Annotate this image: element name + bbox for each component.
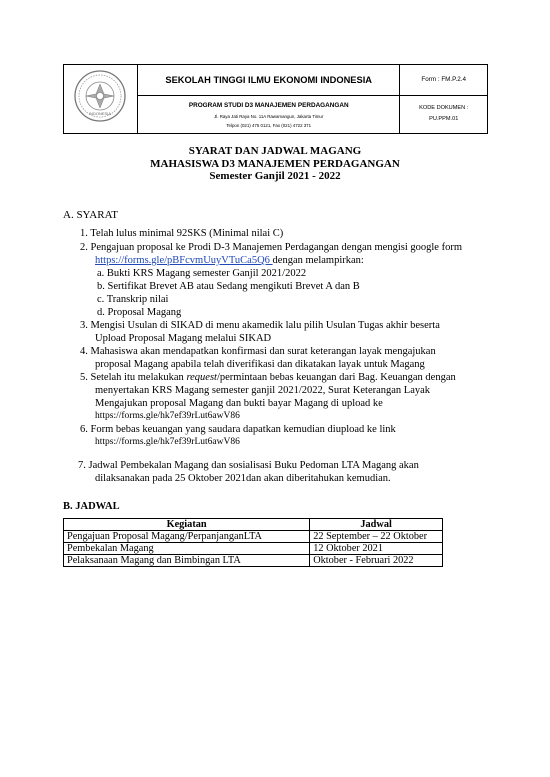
address: Jl. Raya Jati Raya No. 11A Rawamangun, Jakarta Timur: [214, 113, 324, 119]
syarat-item-3: 3. Mengisi Usulan di SIKAD di menu akamedik lalu pilih Usulan Tugas akhir beserta: [80, 320, 440, 331]
attachment-c: c. Transkrip nilai: [97, 294, 169, 305]
syarat-item-5-cont-1: menyertakan KRS Magang semester ganjil 2021/2022, Surat Keterangan Layak: [95, 385, 431, 396]
institution-logo: [64, 65, 137, 128]
letterhead-table: [63, 64, 488, 134]
section-b-heading: B. JADWAL: [63, 501, 120, 512]
google-form-link[interactable]: https://forms.gle/pBFcvmUuyVTuCa5Q6: [95, 255, 273, 266]
form-code: Form : FM.P.2.4: [421, 76, 467, 84]
item-5-prefix: 5. Setelah itu melakukan: [80, 372, 187, 383]
phone-fax: Telpon (021) 475 0121, Fax (021) 4722 371: [226, 122, 312, 128]
schedule-table: [63, 518, 443, 567]
syarat-item-7-cont: dilaksanakan pada 25 Oktober 2021dan akan diberitahukan kemudian.: [95, 473, 391, 484]
activity-cell: Pengajuan Proposal Magang/PerpanjanganLTA: [64, 531, 310, 543]
form-code-cell: [400, 65, 488, 96]
title-line-2: MAHASISWA D3 MANAJEMEN PERDAGANGAN: [150, 158, 400, 170]
bebas-keuangan-url-1[interactable]: https://forms.gle/hk7ef39rLut6awV86: [95, 411, 240, 421]
bebas-keuangan-url-2[interactable]: https://forms.gle/hk7ef39rLut6awV86: [95, 437, 240, 447]
col-header-kegiatan: Kegiatan: [64, 519, 310, 531]
schedule-cell: Oktober - Februari 2022: [310, 555, 443, 567]
table-row: [64, 543, 443, 555]
attachment-b: b. Sertifikat Brevet AB atau Sedang mengikuti Brevet A dan B: [97, 281, 360, 292]
doc-code-cell: [400, 95, 488, 133]
program-cell: [138, 95, 400, 133]
schedule-cell: 22 September – 22 Oktober: [310, 531, 443, 543]
title-line-1: SYARAT DAN JADWAL MAGANG: [188, 145, 362, 157]
logo-cell: [64, 65, 138, 134]
attachment-a: a. Bukti KRS Magang semester Ganjil 2021/2022: [97, 268, 307, 279]
syarat-item-1: 1. Telah lulus minimal 92SKS (Minimal nilai C): [80, 228, 284, 239]
syarat-item-4: 4. Mahasiswa akan mendapatkan konfirmasi dan surat keterangan layak mengajukan: [80, 346, 436, 357]
syarat-item-4-cont: proposal Magang apabila telah diverifikasi dan dikatakan layak untuk Magang: [95, 359, 425, 370]
activity-cell: Pembekalan Magang: [64, 543, 310, 555]
syarat-item-6: 6. Form bebas keuangan yang saudara dapatkan kemudian diupload ke link: [80, 424, 396, 435]
section-a-heading: A. SYARAT: [63, 209, 119, 221]
table-row: [64, 531, 443, 543]
doc-code-label: KODE DOKUMEN :: [419, 105, 469, 112]
institution-name: SEKOLAH TINGGI ILMU EKONOMI INDONESIA: [165, 74, 373, 85]
attachment-d: d. Proposal Magang: [97, 307, 182, 318]
title-line-3: Semester Ganjil 2021 - 2022: [209, 170, 341, 182]
syarat-item-5: [80, 372, 456, 383]
doc-code: PU.PPM.01: [429, 116, 459, 123]
schedule-cell: 12 Oktober 2021: [310, 543, 443, 555]
activity-cell: Pelaksanaan Magang dan Bimbingan LTA: [64, 555, 310, 567]
item-5-emphasis: request: [186, 372, 217, 383]
syarat-item-7: 7. Jadwal Pembekalan Magang dan sosialisasi Buku Pedoman LTA Magang akan: [78, 460, 419, 471]
table-row: [64, 555, 443, 567]
svg-text:INDONESIA: INDONESIA: [88, 111, 112, 116]
schedule-header-row: [64, 519, 443, 531]
item-5-suffix: /permintaan bebas keuangan dari Bag. Keuangan dengan: [216, 372, 456, 383]
institution-cell: [138, 65, 400, 96]
col-header-jadwal: Jadwal: [310, 519, 443, 531]
syarat-item-2-cont: [95, 255, 364, 266]
syarat-item-2: 2. Pengajuan proposal ke Prodi D-3 Manajemen Perdagangan dengan mengisi google form: [80, 242, 462, 253]
item-2-suffix: dengan melampirkan:: [272, 255, 364, 266]
syarat-item-3-cont: Upload Proposal Magang melalui SIKAD: [95, 333, 272, 344]
program-name: PROGRAM STUDI D3 MANAJEMEN PERDAGANGAN: [188, 101, 349, 109]
syarat-item-5-cont-2: Mengajukan proposal Magang dan bukti bayar Magang di upload ke: [95, 398, 383, 409]
